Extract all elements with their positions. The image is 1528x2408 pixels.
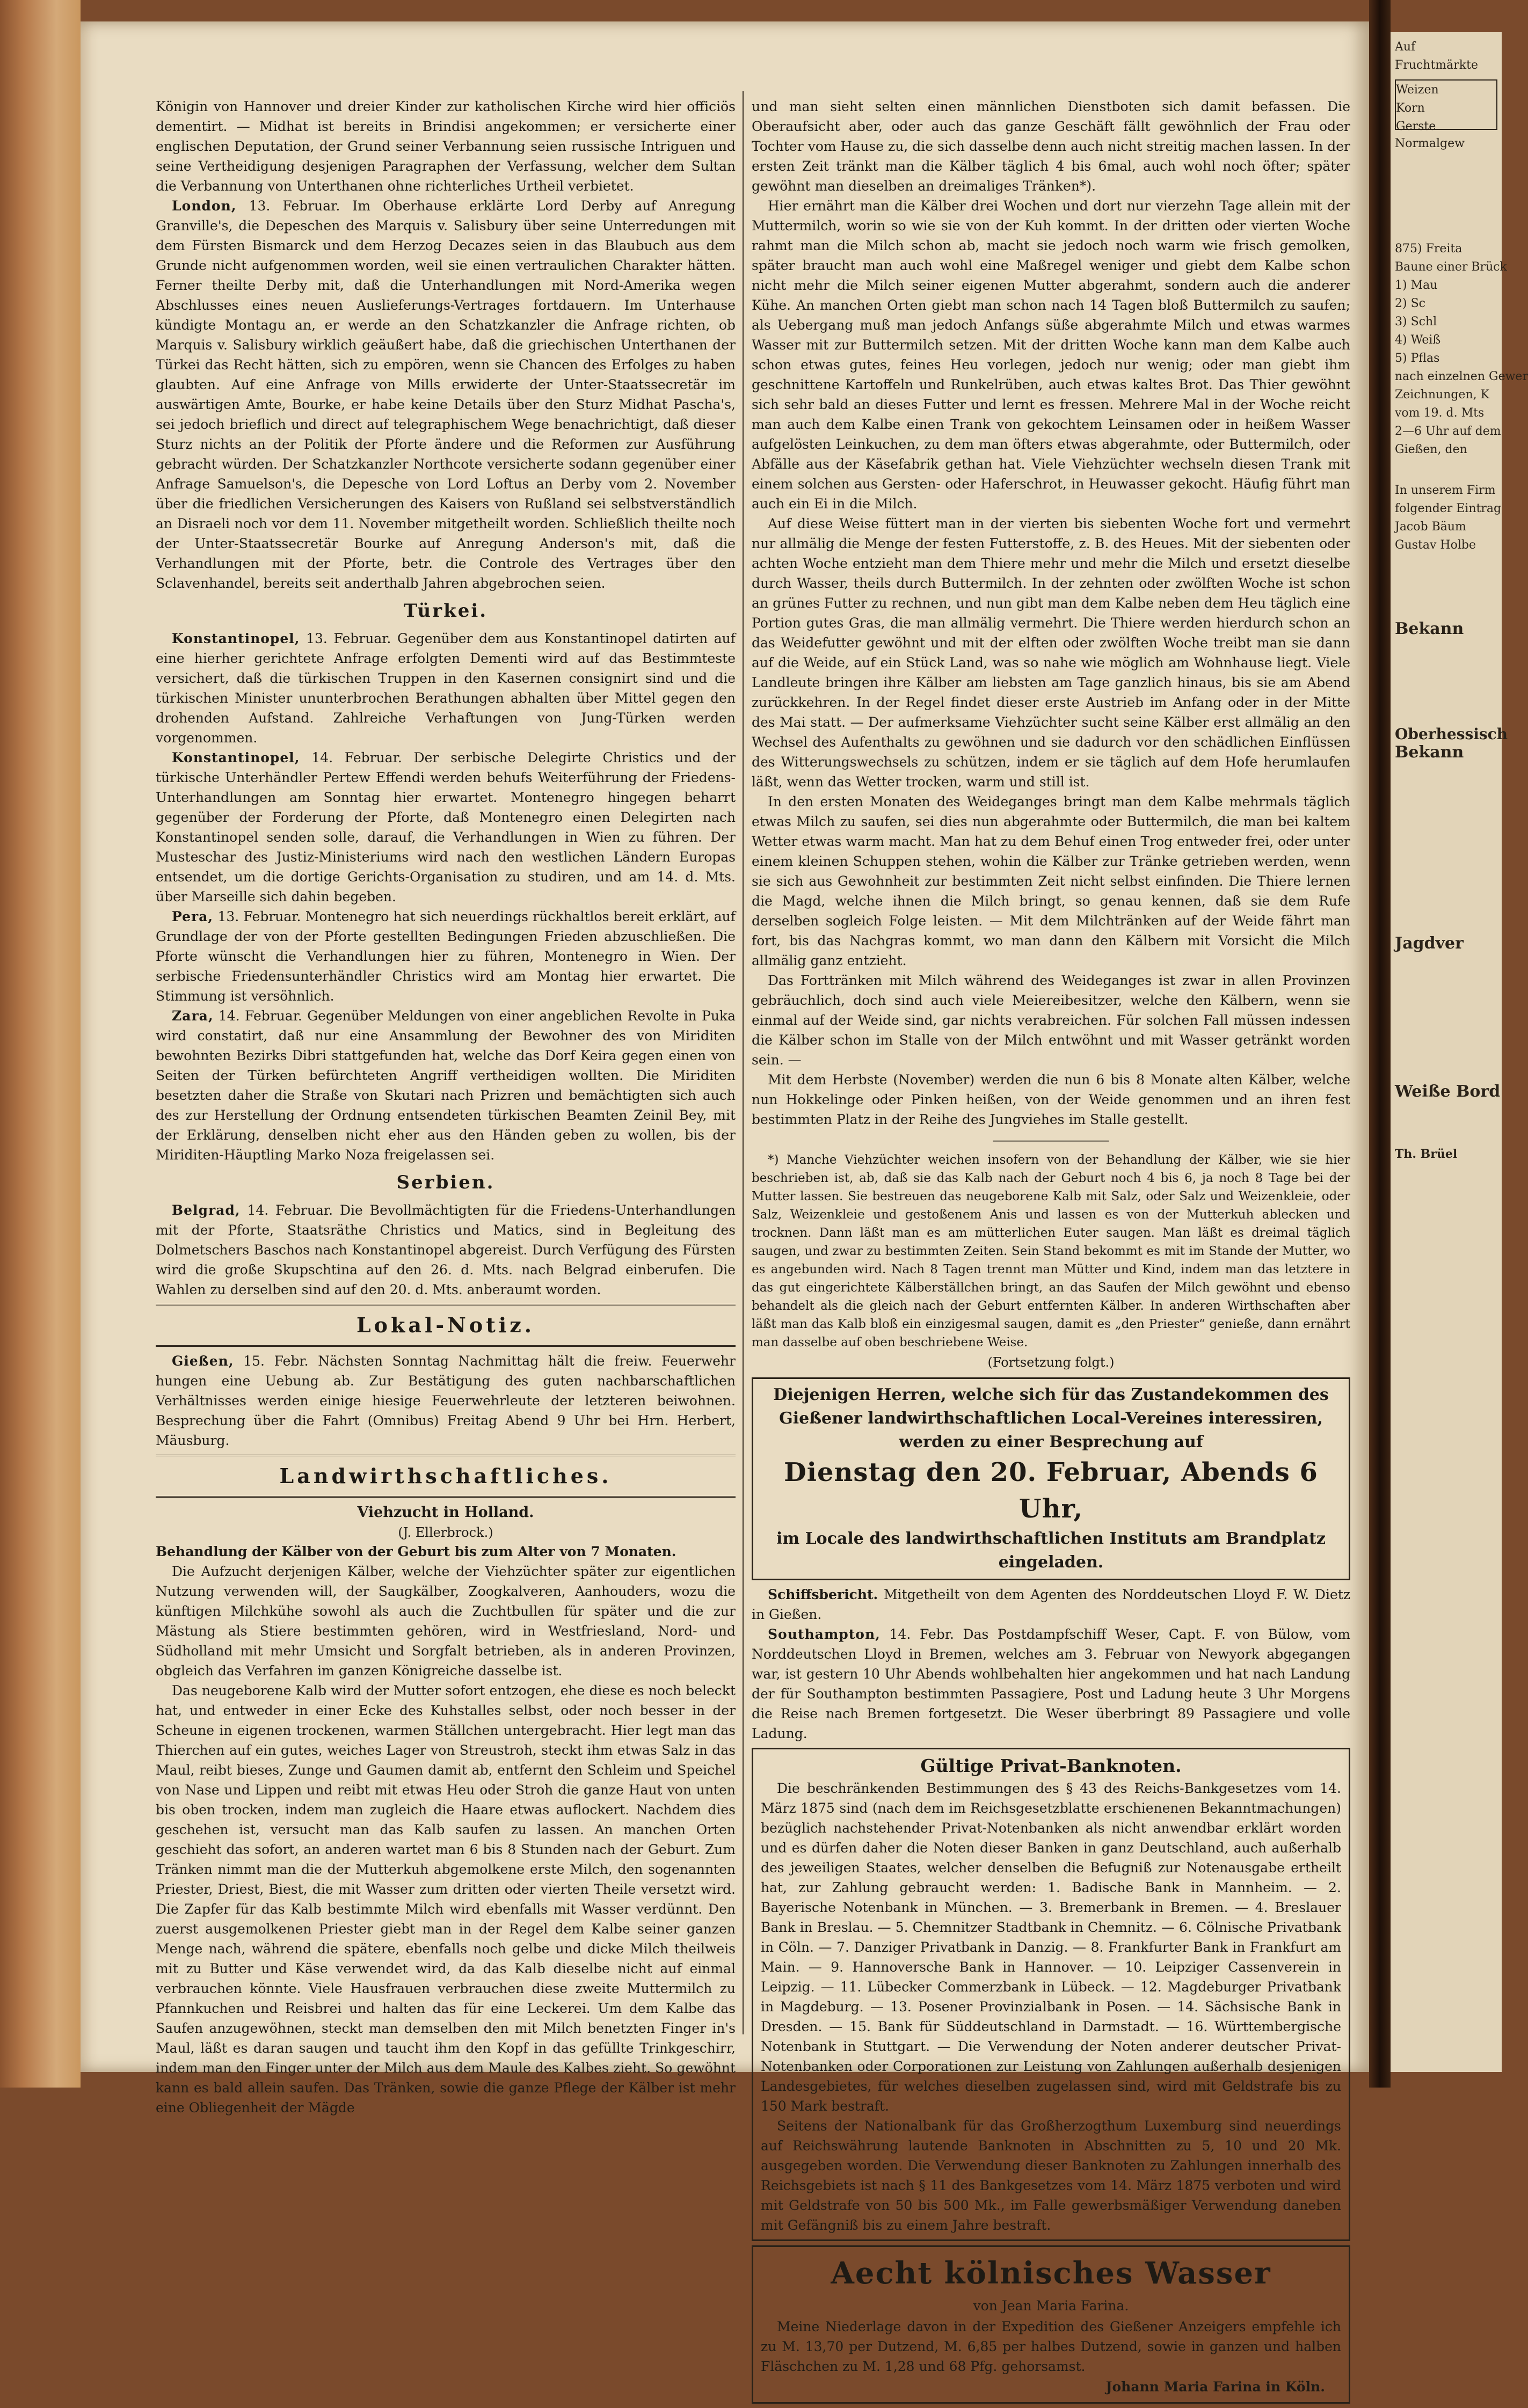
ad-byline: von Jean Maria Farina. <box>973 2298 1129 2314</box>
price-table-box <box>1395 79 1497 133</box>
book-gutter <box>1369 0 1391 2088</box>
book-binding-left <box>0 0 81 2088</box>
article-text: 15. Febr. Nächsten Sonntag Nachmittag hält die freiw. Feuerwehr hungen eine Uebung ab. Zur Bestätigung des guten nachbarschaftlichen Verhältnisses werden einige hiesige Feuerwehrleute der letzteren beiwohnen. Besprechung über die Fahrt (Omnibus) Freitag Abend 9 Uhr bei Hrn. Herbert, Mäusburg. <box>156 1353 736 1448</box>
article-giessen <box>156 1351 736 1450</box>
fragment: Th. Brüel <box>1395 1147 1458 1161</box>
ad-text: Meine Niederlage davon in der Expedition des Gießener Anzeigers empfehle ich zu M. 13,70 per Dutzend, M. 6,85 per halbes Dutzend, sowie in ganzen und halben Fläschchen zu M. 1,28 und 68 Pfg. gehorsamst. <box>761 2319 1341 2374</box>
advertisement-meeting <box>752 1377 1350 1580</box>
article-paragraph: In den ersten Monaten des Weideganges bringt man dem Kalbe mehrmals täglich etwas Milch zu saufen, sei dies nun abgerahmte oder Buttermilch, die man bei kaltem Wetter etwas warm macht. Man hat zu dem Behuf einen Trog entweder frei, oder unter einem kleinen Schuppen stehen, wohin die Kälber zur Tränke getrieben werden, wenn sie sich aus Gewohnheit zur bestimmten Zeit nicht selbst einfinden. Die Thiere lernen die Magd, welche ihnen die Milch bringt, so genau kennen, daß sie dem Rufe derselben sogleich Folge leisten. — Mit dem Milchtränken auf der Weide fährt man fort, bis das Nachgras kommt, wo man dann den Kälbern mit Vorsicht die Milch allmälig ganz entzieht. <box>752 794 1350 968</box>
article-paragraph: Die Aufzucht derjenigen Kälber, welche der Viehzüchter später zur eigentlichen Nutzung verwenden will, der Saugkälber, Zoogkalveren, Aanhouders, wozu die künftigen Milchkühe sowohl als auch die Zuchtbullen für später und die zur Mästung als Stiere bestimmten gehören, wird in Westfriesland, Nord- und Südholland mit mehr Umsicht und Sorgfalt betrieben, als in anderen Provinzen, obgleich das Verfahren im ganzen Königreiche dasselbe ist. <box>156 1564 736 1679</box>
shipping-agent: Mitgetheilt von dem Agenten des Norddeutschen Lloyd F. W. Dietz in Gießen. <box>752 1587 1350 1622</box>
next-page-edge <box>1391 32 1528 2072</box>
advertisement-cologne-water <box>752 2245 1350 2404</box>
column-rule <box>743 91 744 2034</box>
ad-text: Diejenigen Herren, welche sich für das Zustandekommen des Gießener landwirthschaftlichen Local-Vereines interessiren, werden zu einer Besprechung auf <box>773 1385 1329 1451</box>
article-belgrad <box>156 1200 736 1300</box>
fragment: Jagdver <box>1395 934 1464 953</box>
section-heading-lokal: Lokal-Notiz. <box>356 1313 535 1337</box>
fragment: 5) Pflas <box>1395 352 1440 365</box>
fragment: In unserem Firm <box>1395 484 1496 497</box>
article-london <box>156 196 736 593</box>
fragment: 875) Freita <box>1395 242 1462 256</box>
article-konstantinopel-2 <box>156 748 736 907</box>
notice-title: Gültige Privat-Banknoten. <box>920 1755 1182 1776</box>
article-author: (J. Ellerbrock.) <box>398 1525 493 1540</box>
article-text: 13. Februar. Montenegro hat sich neuerdings rückhaltlos bereit erklärt, auf Grundlage der von der Pforte gestellten Bedingungen Frieden abzuschließen. Die Pforte wünscht die Verhandlungen hier zu führen, Montenegro in Wien. Der serbische Friedensunterhändler Christics wird am Montag hier erwartet. Die Stimmung ist versöhnlich. <box>156 909 736 1004</box>
article-pera <box>156 907 736 1006</box>
dateline: London, <box>172 198 237 214</box>
banknotes-notice <box>752 1748 1350 2241</box>
article-subtitle: Viehzucht in Holland. <box>357 1504 534 1521</box>
divider <box>156 1496 736 1498</box>
dateline: Gießen, <box>172 1353 234 1369</box>
article-paragraph: Mit dem Herbste (November) werden die nun 6 bis 8 Monate alten Kälber, welche nun Hokkelinge oder Pinken heißen, von der Weide genommen und an ihren fest bestimmten Platz in der Reihe des Jungviehes im Stalle gestellt. <box>752 1072 1350 1127</box>
fragment: Baune einer Brück <box>1395 260 1507 274</box>
article-konstantinopel-1 <box>156 629 736 748</box>
notice-text: Die beschränkenden Bestimmungen des § 43 des Reichs-Bankgesetzes vom 14. März 1875 sind (nach dem im Reichsgesetzblatte erschienenen Bekanntmachungen) bezüglich nachstehender Privat-Notenbanken als nicht anwendbar erklärt worden und es dürfen daher die Noten dieser Banken in ganz Deutschland, auch außerhalb des jeweiligen Staates, welcher denselben die Befugniß zur Notenausgabe ertheilt hat, zur Zahlung gebraucht werden: 1. Badische Bank in Mannheim. — 2. Bayerische Notenbank in München. — 3. Bremerbank in Bremen. — 4. Breslauer Bank in Breslau. — 5. Chemnitzer Stadtbank in Chemnitz. — 6. Cölnische Privatbank in Cöln. — 7. Danziger Privatbank in Danzig. — 8. Frankfurter Bank in Frankfurt am Main. — 9. Hannoversche Bank in Hannover. — 10. Leipziger Cassenverein in Leipzig. — 11. Lübecker Commerzbank in Lübeck. — 12. Magdeburger Privatbank in Magdeburg. — 13. Posener Provinzialbank in Posen. — 14. Sächsische Bank in Dresden. — 15. Bank für Süddeutschland in Darmstadt. — 16. Württembergische Notenbank in Stuttgart. — Die Verwendung der Noten anderer deutscher Privat-Notenbanken oder Corporationen zur Leistung von Zahlungen außerhalb desjenigen Landesgebietes, für welches dieselben zugelassen sind, wird mit Geldstrafe bis zu 150 Mark bestraft. <box>761 1781 1341 2114</box>
fragment: folgender Eintrag <box>1395 502 1502 515</box>
shipping-title: Schiffsbericht. <box>768 1587 878 1602</box>
notice-text: Seitens der Nationalbank für das Großherzogthum Luxemburg sind neuerdings auf Reichswährung lautende Banknoten in Abschnitten zu 5, 10 und 20 Mk. ausgegeben worden. Die Verwendung dieser Banknoten zu Zahlungen innerhalb des Reichsgebiets ist nach § 11 des Bankgesetzes vom 14. März 1875 verboten und wird mit Geldstrafe von 50 bis 500 Mk., im Falle gewerbsmäßiger Verwendung daneben mit Gefängniß bis zu einem Jahre bestraft. <box>761 2118 1341 2233</box>
ad-signature: Johann Maria Farina in Köln. <box>1105 2379 1325 2395</box>
fragment: nach einzelnen Gewer <box>1395 370 1528 383</box>
dateline: Zara, <box>172 1008 214 1024</box>
divider <box>156 1455 736 1456</box>
fragment: Fruchtmärkte <box>1395 59 1478 72</box>
shipping-news <box>752 1624 1350 1743</box>
article-text: 14. Februar. Gegenüber Meldungen von einer angeblichen Revolte in Puka wird constatirt, daß nur eine Ansammlung der Bewohner des von Miriditen bewohnten Bezirks Dibri stattgefunden hat, welche das Dorf Keira gegen einen von Seiten der Türken befürchteten Angriff vertheidigen wollten. Die Miriditen besetzten daher die Straße von Skutari nach Prizren und bemächtigten sich auch des zur Herstellung der Ordnung entsendeten türkischen Beamten Zeinil Bey, mit der Erklärung, denselben nicht eher aus den Händen geben zu wollen, bis der Miriditen-Häuptling Marko Noza freigelassen sei. <box>156 1008 736 1163</box>
article-text: 13. Februar. Gegenüber dem aus Konstantinopel datirten auf eine hierher gerichtete Anfrage erfolgten Dementi wird auf das Bestimmteste versichert, daß die türkischen Truppen in den Kasernen consignirt sind und die türkischen Minister ununterbrochen Berathungen abhalten über Mittel gegen den drohenden Aufstand. Zahlreiche Verhaftungen von Jung-Türken werden vorgenommen. <box>156 631 736 746</box>
continuation-note: (Fortsetzung folgt.) <box>987 1355 1115 1370</box>
article-text: 13. Februar. Im Oberhause erklärte Lord Derby auf Anregung Granville's, die Depeschen des Marquis v. Salisbury über seine Unterredungen mit dem Fürsten Bismarck und dem Herzog Decazes seien in das Blaubuch aus dem Grunde nicht aufgenommen worden, weil sie einen vertraulichen Charakter hätten. Ferner theilte Derby mit, daß die Unterhandlungen mit Nord-Amerika wegen Abschlusses eines neuen Auslieferungs-Vertrages fortdauern. Im Unterhause kündigte Montagu an, er werde an den Schatzkanzler die Anfrage richten, ob Marquis v. Salisbury wirklich geäußert habe, daß die griechischen Unterthanen der Türkei das Recht hätten, sich zu empören, wenn sie Chancen des Erfolges zu haben glaubten. Auf eine Anfrage von Mills erwiderte der Unter-Staatssecretär im auswärtigen Amte, Bourke, er habe keine Details über den Sturz Midhat Pascha's, sei jedoch brieflich und direct auf telegraphischem Wege benachrichtigt, daß dieser Sturz nichts an der Politik der Pforte ändere und die Reformen zur Ausführung gebracht würden. Der Schatzkanzler Northcote versicherte sodann gegenüber einer Anfrage Samuelson's, die Depesche von Lord Loftus an Derby vom 2. November über die friedlichen Versicherungen des Kaisers von Rußland sei selbstverständlich an Disraeli noch vor dem 11. November mitgetheilt worden. Schließlich theilte noch der Unter-Staatssecretär Bourke auf Anregung Anderson's mit, daß die Verhandlungen mit der Pforte, betr. die Controle des Vertrages über den Sclavenhandel, bereits seit anderthalb Jahren abgebrochen seien. <box>156 198 736 591</box>
fragment: 2—6 Uhr auf dem <box>1395 425 1501 438</box>
divider <box>156 1345 736 1347</box>
article-paragraph: Königin von Hannover und dreier Kinder zur katholischen Kirche wird hier officiös dementirt. — Midhat ist bereits in Brindisi angekommen; er versicherte einer englischen Deputation, der Grund seiner Verbannung seien russische Intriguen und seine Vertheidigung desjenigen Paragraphen der Verfassung, welcher dem Sultan die Verbannung von Unterthanen ohne richterliches Urtheil verbietet. <box>156 99 736 194</box>
dateline: Konstantinopel, <box>172 631 300 646</box>
right-column <box>752 97 1350 2408</box>
section-heading-serbien: Serbien. <box>396 1172 495 1193</box>
fragment: Korn <box>1396 101 1425 115</box>
article-zara <box>156 1006 736 1165</box>
fragment: vom 19. d. Mts <box>1395 406 1485 420</box>
dateline: Konstantinopel, <box>172 750 300 765</box>
fragment: Gießen, den <box>1395 443 1467 456</box>
fragment: Weiße Bord <box>1395 1082 1501 1101</box>
article-text: 14. Febr. Das Postdampfschiff Weser, Capt. F. von Bülow, vom Norddeutschen Lloyd in Bremen, welches am 3. Februar von Newyork abgegangen war, ist gestern 10 Uhr Abends wohlbehalten hier angekommen und hat nach Landung der für Southampton bestimmten Passagiere, Post und Ladung heute 3 Uhr Morgens die Reise nach Bremen fortgesetzt. Die Weser überbringt 89 Passagiere und volle Ladung. <box>752 1626 1350 1741</box>
ad-date: Dienstag den 20. Februar, Abends 6 Uhr, <box>784 1457 1318 1524</box>
section-heading-tuerkei: Türkei. <box>403 600 488 622</box>
dateline: Pera, <box>172 909 214 924</box>
fragment: Gustav Holbe <box>1395 538 1476 552</box>
footnote: *) Manche Viehzüchter weichen insofern von der Behandlung der Kälber, wie sie hier beschrieben ist, ab, daß sie das Kalb nach der Geburt noch 4 bis 6, ja noch 8 Tage bei der Mutter lassen. Sie bestreuen das neugeborene Kalb mit Salz, oder Salz und Weizenkleie, oder Salz, Weizenkleie und gestoßenem Anis und lassen es von der Mutterkuh ablecken und trocknen. Dann läßt man es am mütterlichen Euter saugen. Man läßt es dreimal täglich saugen, und zwar zu bestimmten Zeiten. Sein Stand bekommt es mit im Stande der Mutter, wo es angebunden wird. Nach 8 Tagen trennt man Mütter und Kind, indem man das letztere in das gut eingerichtete Kälberställchen bringt, an das Saufen der Milch gewöhnt und ebenso behandelt als die gleich nach der Geburt entfernten Kälber. In anderen Wirthschaften aber läßt man das Kalb bloß ein einzigesmal saugen, damit es „den Priester“ genieße, dann ernährt man dasselbe auf oben beschriebene Weise. <box>752 1153 1350 1349</box>
divider <box>156 1304 736 1305</box>
fragment: 1) Mau <box>1395 279 1438 292</box>
fragment: Zeichnungen, K <box>1395 388 1490 402</box>
article-text: 14. Februar. Die Bevollmächtigten für die Friedens-Unterhandlungen mit der Pforte, Staatsräthe Christics und Matics, sind in Begleitung des Dolmetschers Baschos nach Konstantinopel abgereist. Durch Verfügung des Fürsten wird die große Skupschtina auf den 26. d. Mts. nach Belgrad einberufen. Die Wahlen zu derselben sind auf den 20. d. Mts. anberaumt worden. <box>156 1202 736 1297</box>
article-text: 14. Februar. Der serbische Delegirte Christics und der türkische Unterhändler Pertew Effendi werden behufs Weiterführung der Friedens-Unterhandlungen am Sonntag hier erwartet. Montenegro hingegen beharrt gegenüber der Forderung der Pforte, daß Montenegro einen Delegirten nach Konstantinopel senden solle, darauf, die Verhandlungen in Wien zu führen. Der Musteschar des Justiz-Ministeriums wird nach den westlichen Ländern Europas entsendet, um die dortige Gerichts-Organisation zu studiren, und am 14. d. Mts. über Marseille sich dahin begeben. <box>156 750 736 904</box>
ad-headline: Aecht kölnisches Wasser <box>831 2256 1271 2291</box>
dateline: Belgrad, <box>172 1202 241 1218</box>
fragment: Bekann <box>1395 619 1464 638</box>
article-paragraph: Auf diese Weise füttert man in der vierten bis siebenten Woche fort und vermehrt nur allmälig die Menge der festen Futterstoffe, z. B. des Heues. Mit der siebenten oder achten Woche entzieht man dem Thiere mehr und mehr die Milch und ersetzt dieselbe durch Wasser, theils durch Buttermilch. In der zehnten oder zwölften Woche ist schon an grünes Futter zu rechnen, und nun gibt man dem Kalbe neben dem Heu täglich eine Portion gutes Gras, die man allmälig vermehrt. Die Thiere werden hierdurch schon an das Weidefutter gewöhnt und mit der elften oder zwölften Woche treibt man sie dann auf die Weide, auf ein Stück Land, was so nahe wie möglich am Wohnhause liegt. Viele Landleute bringen ihre Kälber am liebsten am Tage ganzlich hinaus, bis sie am Abend zurückkehren. In der Regel findet dieser erste Austrieb im Anfang oder in der Mitte des Mai statt. — Der aufmerksame Viehzüchter sucht seine Kälber erst allmälig an den Wechsel des Aufenthalts zu gewöhnen und sie dadurch vor den schädlichen Einflüssen des Witterungswechsels zu schützen, indem er sie täglich auf dem Hofe herumlaufen läßt, wenn das Wetter trocken, warm und still ist. <box>752 516 1350 790</box>
fragment: 4) Weiß <box>1395 333 1441 347</box>
fragment: Oberhessisch <box>1395 725 1508 743</box>
article-title: Behandlung der Kälber von der Geburt bis zum Alter von 7 Monaten. <box>156 1544 676 1559</box>
section-heading-landwirthschaft: Landwirthschaftliches. <box>279 1464 612 1488</box>
fragment: Gerste <box>1396 120 1436 133</box>
fragment: 2) Sc <box>1395 297 1425 310</box>
ad-text: im Locale des landwirthschaftlichen Instituts am Brandplatz eingeladen. <box>776 1529 1326 1572</box>
shipping-report <box>752 1585 1350 1624</box>
article-paragraph: Das Forttränken mit Milch während des Weideganges ist zwar in allen Provinzen gebräuchlich, doch sind auch viele Meiereibesitzer, welche den Kälbern, wenn sie einmal auf der Weide sind, gar nichts verabreichen. Für solchen Fall müssen indessen die Kälber schon im Stalle von der Milch entwöhnt und mit Wasser getränkt worden sein. — <box>752 973 1350 1068</box>
article-paragraph: Das neugeborene Kalb wird der Mutter sofort entzogen, ehe diese es noch beleckt hat, und entweder in einer Ecke des Kuhstalles selbst, oder noch besser in der Scheune in eigenen trockenen, warmen Ställchen untergebracht. Hier legt man das Thierchen auf ein gutes, weiches Lager von Streustroh, steckt ihm etwas Salz in das Maul, reibt bieses, Zunge und Gaumen damit ab, entfernt den Schleim und Speichel von Nase und Lippen und reibt mit etwas Heu oder Stroh die ganze Haut von unten bis oben trocken, indem man zugleich die Haare etwas auflockert. Nachdem dies geschehen ist, versucht man das Kalb saufen zu lassen. An manchen Orten geschieht das sofort, an anderen wartet man 6 bis 8 Stunden nach der Geburt. Zum Tränken nimmt man die der Mutterkuh abgemolkene erste Milch, den sogenannten Priester, Driest, Biest, die mit Wasser zum dritten oder vierten Theile versetzt wird. Die Zapfer für das Kalb bestimmte Milch wird ebenfalls mit Wasser verdünnt. Den zuerst ausgemolkenen Priester giebt man in der Regel dem Kalbe seiner ganzen Menge nach, während die spätere, ebenfalls noch gelbe und dicke Milch theilweis mit zu Butter und Käse verwendet wird, da das Kalb dieselbe nicht auf einmal verbrauchen könnte. Viele Hausfrauen verbrauchen diese zweite Muttermilch zu Pfannkuchen und Reisbrei und halten das für eine Leckerei. Um dem Kalbe das Saufen anzugewöhnen, steckt man demselben den mit Milch benetzten Finger in's Maul, läßt es daran saugen und taucht ihm den Kopf in das gefüllte Trinkgeschirr, indem man den Finger unter der Milch aus dem Maule des Kalbes zieht. So gewöhnt kann es bald allein saufen. Das Tränken, sowie die ganze Pflege der Kälber ist mehr eine Obliegenheit der Mägde <box>156 1683 736 2115</box>
fragment: Weizen <box>1396 83 1439 97</box>
fragment: Bekann <box>1395 743 1464 762</box>
fragment: Auf <box>1395 40 1416 54</box>
article-paragraph: Hier ernährt man die Kälber drei Wochen und dort nur vierzehn Tage allein mit der Muttermilch, worin so wie sie von der Kuh kommt. In der dritten oder vierten Woche rahmt man die Milch schon ab, macht sie jedoch noch warm wie frisch gemolken, später braucht man auch wohl eine Maßregel weniger und giebt dem Kalbe schon nicht mehr die Milch seiner eigenen Mutter abgerahmt, sondern auch die anderer Kühe. An manchen Orten giebt man schon nach 14 Tagen bloß Buttermilch zu saufen; als Uebergang muß man jedoch Anfangs süße abgerahmte Milch und etwas warmes Wasser mit zur Buttermilch setzen. Mit der dritten Woche kann man dem Kalbe auch schon etwas gutes, feines Heu vorlegen, jedoch nur wenig; oder man giebt ihm geschnittene Kartoffeln und Runkelrüben, auch etwas kaltes Brot. Das Thier gewöhnt sich sehr bald an dieses Futter und lernt es fressen. Mehrere Mal in der Woche reicht man auch dem Kalbe einen Trank von gekochtem Leinsamen oder in heißem Wasser aufgelösten Leinkuchen, zu dem man öfters etwas abgerahmte, oder Buttermilch, oder Abfälle aus der Käsefabrik gethan hat. Viele Viehzüchter wechseln diesen Trank mit einem solchen aus Gersten- oder Haferschrot, in Heuwasser gekocht. Häufig führt man auch ein Ei in die Milch. <box>752 198 1350 512</box>
fragment: 3) Schl <box>1395 315 1437 329</box>
separator-line: ――――――――― <box>993 1133 1109 1148</box>
next-page-fragments <box>1391 32 1528 1169</box>
fragment: Normalgew <box>1395 137 1465 150</box>
dateline: Southampton, <box>768 1626 881 1642</box>
fragment: Jacob Bäum <box>1395 520 1466 534</box>
article-paragraph: und man sieht selten einen männlichen Dienstboten sich damit befassen. Die Oberaufsicht aber, oder auch das ganze Geschäft fällt gewöhnlich der Frau oder Tochter vom Hause zu, die sich dasselbe denn auch nicht streitig machen lassen. In der ersten Zeit tränkt man die Kälber täglich 4 bis 6mal, auch wohl noch öfter; später gewöhnt man dieselben an dreimaliges Tränken*). <box>752 99 1350 194</box>
left-column <box>156 97 736 2118</box>
